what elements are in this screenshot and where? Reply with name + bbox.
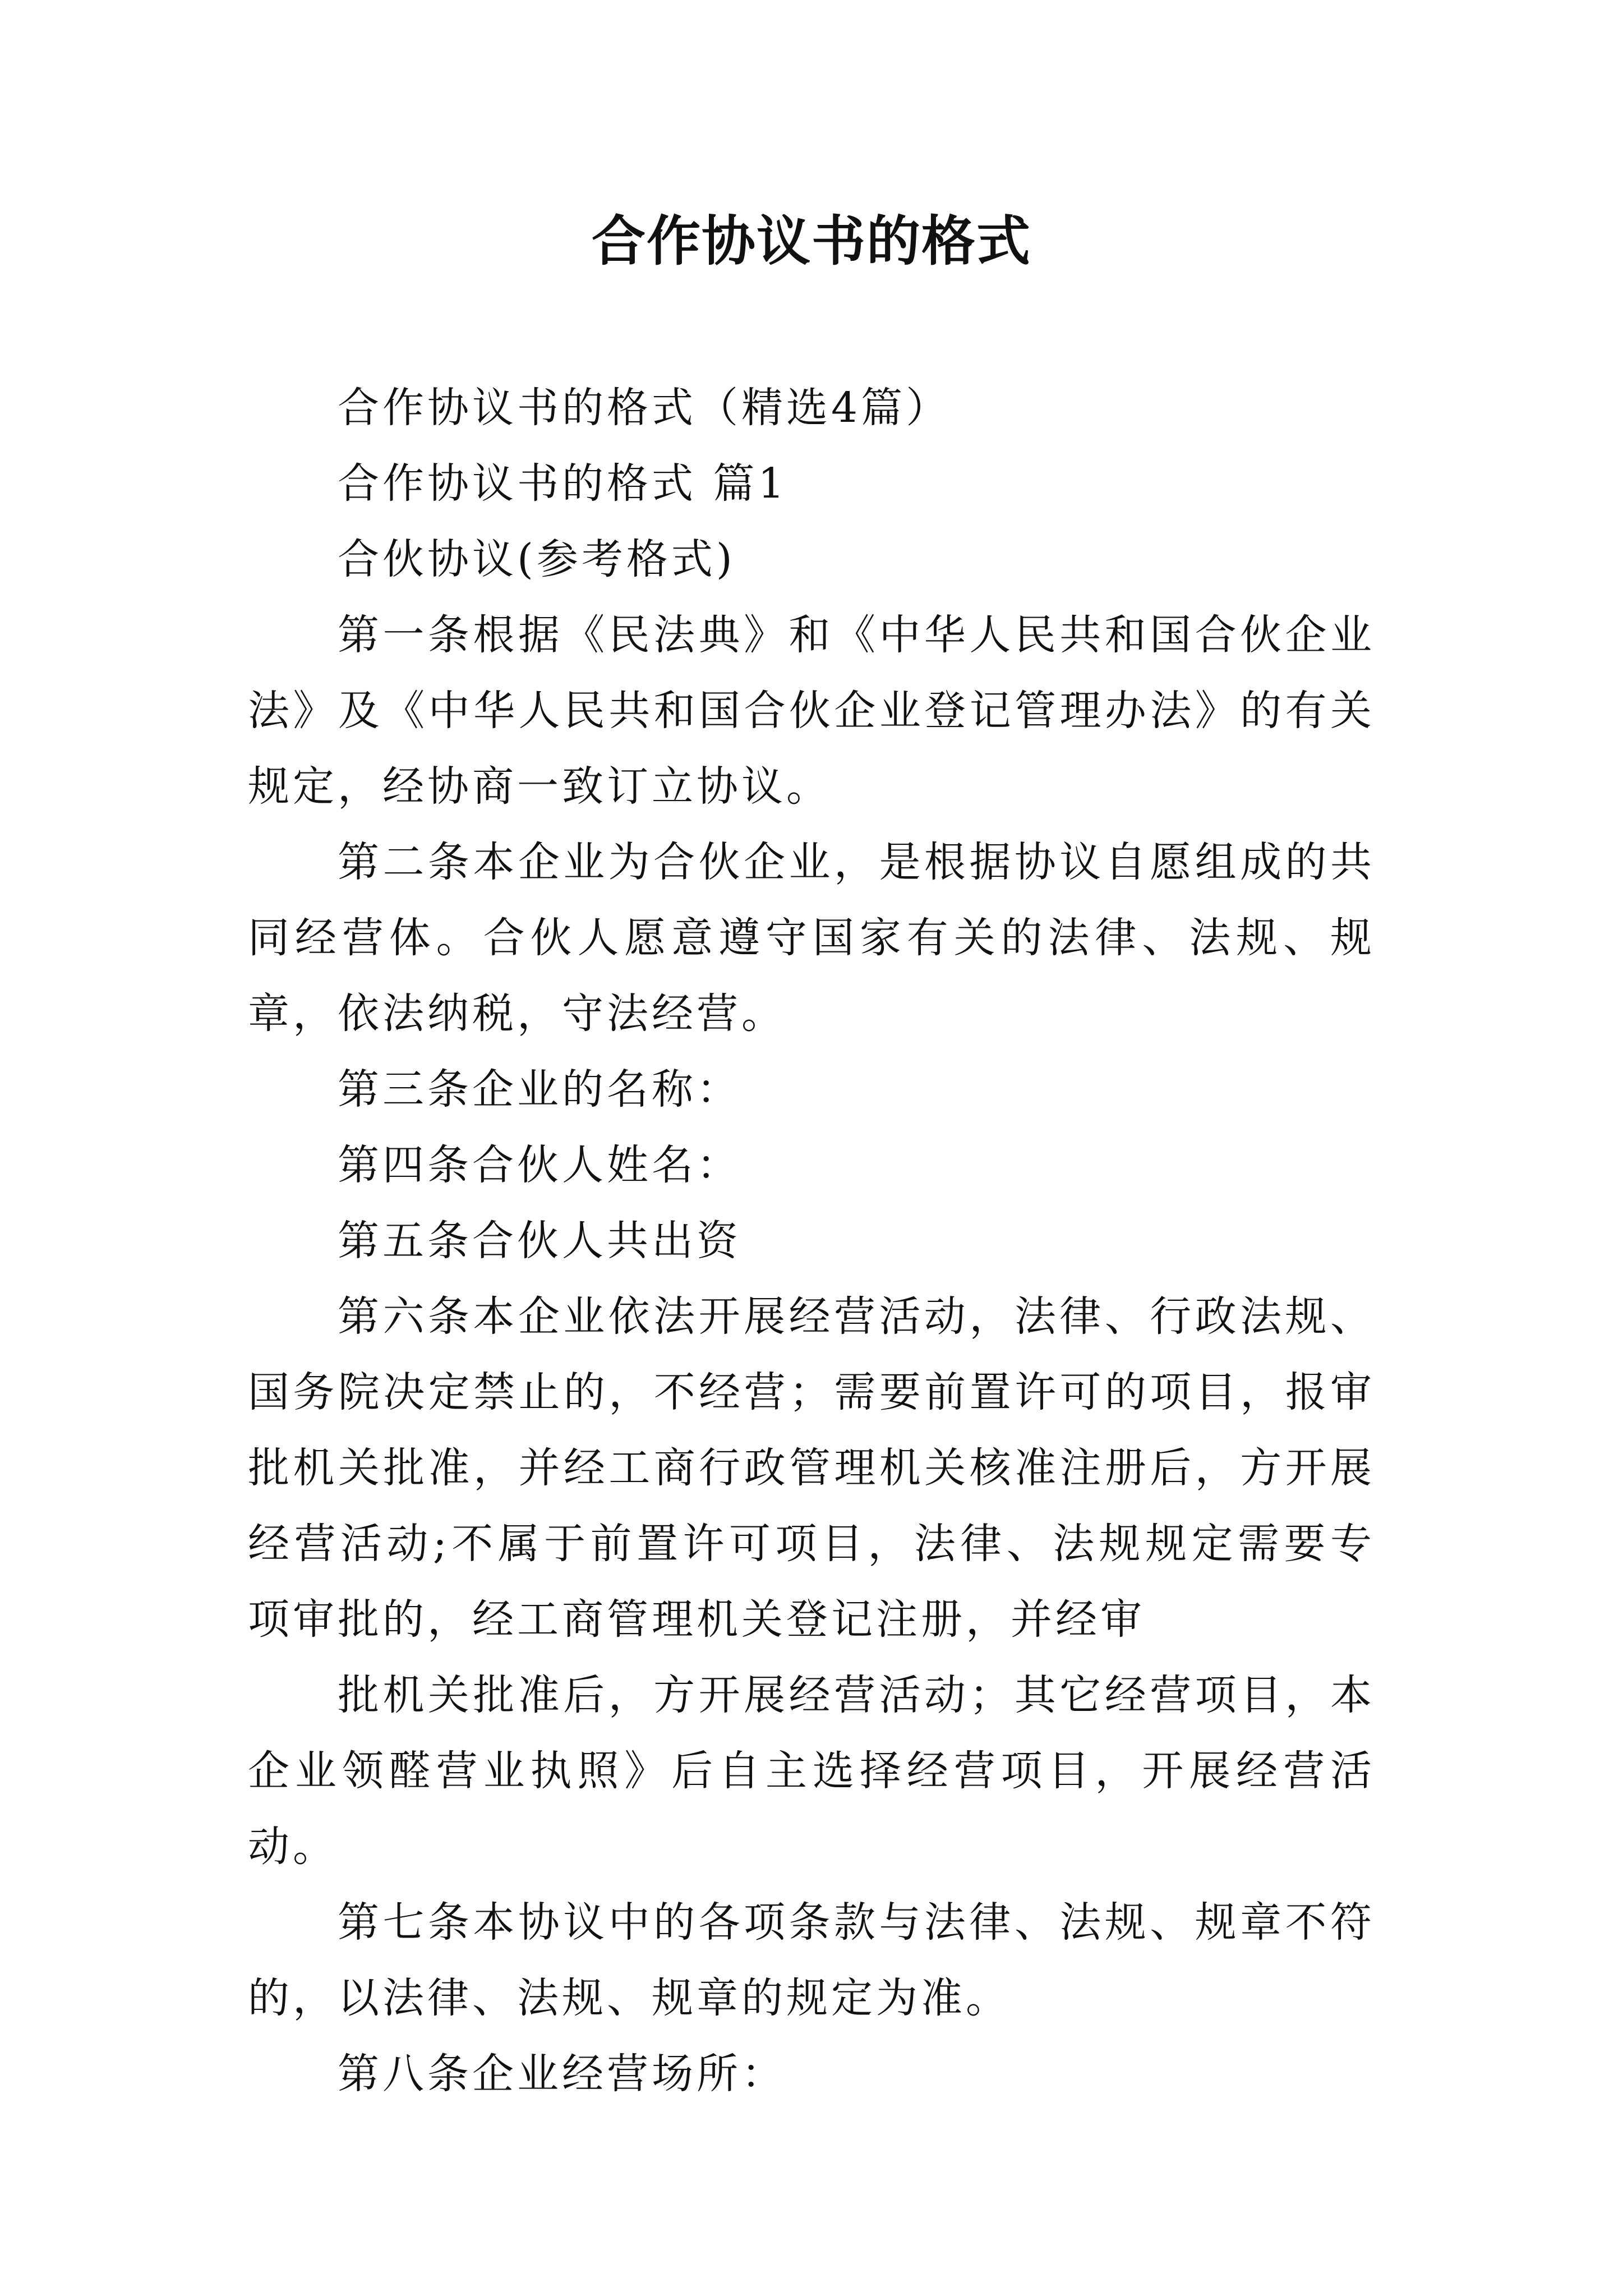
document-title: 合作协议书的格式 bbox=[592, 209, 1031, 273]
paragraph-article-6: 第六条本企业依法开展经营活动，法律、行政法规、国务院决定禁止的，不经营；需要前置许可的项目，报审批机关批准，并经工商行政管理机关核准注册后，方开展经营活动;不属于前置许可项目，法律、法规规定需要专项审批的，经工商管理机关登记注册，并经审 bbox=[248, 1292, 1375, 1644]
paragraph-article-4: 第四条合伙人姓名： bbox=[338, 1141, 741, 1189]
paragraph-agreement-heading: 合伙协议(参考格式) bbox=[338, 535, 736, 583]
paragraph-section-heading: 合作协议书的格式 篇1 bbox=[338, 459, 788, 508]
document-body bbox=[248, 370, 1375, 2112]
paragraph-article-1: 第一条根据《民法典》和《中华人民共和国合伙企业法》及《中华人民共和国合伙企业登记管理办法》的有关规定，经协商一致订立协议。 bbox=[248, 611, 1375, 811]
paragraph-subtitle: 合作协议书的格式（精选4篇） bbox=[338, 384, 951, 432]
paragraph-article-8: 第八条企业经营场所： bbox=[338, 2050, 786, 2098]
paragraph-article-2: 第二条本企业为合伙企业，是根据协议自愿组成的共同经营体。合伙人愿意遵守国家有关的法律、法规、规章，依法纳税，守法经营。 bbox=[248, 838, 1375, 1038]
paragraph-article-3: 第三条企业的名称： bbox=[338, 1065, 741, 1114]
paragraph-article-5: 第五条合伙人共出资 bbox=[338, 1217, 741, 1265]
paragraph-article-6-continued: 批机关批准后，方开展经营活动；其它经营项目，本企业领醛营业执照》后自主选择经营项目，开展经营活动。 bbox=[248, 1671, 1375, 1871]
paragraph-article-7: 第七条本协议中的各项条款与法律、法规、规章不符的，以法律、法规、规章的规定为准。 bbox=[248, 1898, 1375, 2022]
